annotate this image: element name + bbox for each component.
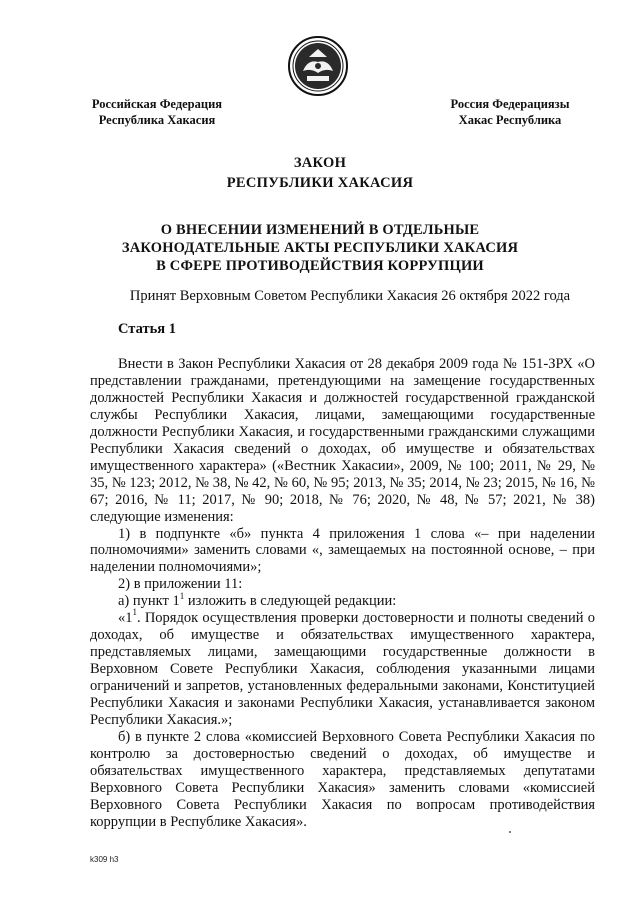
item-2a-text-start: а) пункт 1 [118, 593, 180, 610]
law-subject-line-2: ЗАКОНОДАТЕЛЬНЫЕ АКТЫ РЕСПУБЛИКИ ХАКАСИЯ [121, 240, 519, 256]
article-item-2b: б) в пункте 2 слова «комиссией Верховного Совета Республики Хакасия по контролю за достоверностью сведений о доходах, об имуществе и обязательствах имущественного характера, представляемых депутатами Верховного Совета Республики Хакасия» заменить словами «комиссией Верховного Совета Республики Хакасия по вопросам противодействия коррупции в Республике Хакасия». [90, 728, 595, 830]
law-subject [100, 221, 540, 275]
item-2a-text-end: изложить в следующей редакции: [184, 593, 397, 610]
article-paragraph-intro: Внести в Закон Республики Хакасия от 28 декабря 2009 года № 151-ЗРХ «О представлении гражданами, претендующими на замещение государственных должностей Республики Хакасия и должностей государственной гражданской службы Республики Хакасия, лицами, замещающими государственные должности Республики Хакасия, и государственными гражданскими служащими Республики Хакасия сведений о доходах, об имуществе и обязательствах имущественного характера» («Вестник Хакасии», 2009, № 100; 2011, № 29, № 35, № 123; 2012, № 38, № 42, № 60, № 95; 2013, № 35; 2014, № 23; 2015, № 16, № 67; 2016, № 11; 2017, № 90; 2018, № 76; 2020, № 48, № 57; 2021, № 38) следующие изменения: [90, 356, 595, 525]
scan-speck [509, 831, 511, 833]
article-heading: Статья 1 [118, 321, 176, 337]
header-right-block [440, 96, 580, 128]
header-left-line-2: Республика Хакасия [98, 113, 216, 127]
law-title-line-1: ЗАКОН [293, 155, 347, 171]
header-left-line-1: Российская Федерация [91, 97, 223, 111]
quote-superscript: 1 [132, 607, 137, 618]
quote-text-end: . Порядок осуществления проверки достоверности и полноты сведений о доходах, об имуществе и обязательствах имущественного характера, представляемых лицами, замещающими государственные должности в Верховном Совете Республики Хакасия, соблюдения указанными лицами ограничений и запретов, установленных федеральными законами, Конституцией Республики Хакасия и законами Республики Хакасия, устанавливается законом Республики Хакасия.»; [90, 610, 595, 729]
article-body [90, 356, 595, 831]
law-subject-line-3: В СФЕРЕ ПРОТИВОДЕЙСТВИЯ КОРРУПЦИИ [156, 258, 484, 274]
law-subject-line-1: О ВНЕСЕНИИ ИЗМЕНЕНИЙ В ОТДЕЛЬНЫЕ [160, 222, 480, 238]
coat-of-arms-emblem [287, 35, 349, 97]
article-item-1: 1) в подпункте «б» пункта 4 приложения 1 слова «– при наделении полномочиями» заменить словами «, замещаемых на постоянной основе, – при наделении полномочиями»; [90, 525, 595, 576]
law-title-line-2: РЕСПУБЛИКИ ХАКАСИЯ [226, 175, 414, 191]
adoption-statement: Принят Верховным Советом Республики Хакасия 26 октября 2022 года [129, 288, 571, 304]
header-left-block [82, 96, 232, 128]
header-right-line-1: Россия Федерациязы [450, 97, 570, 111]
law-title [0, 153, 640, 193]
article-quoted-point [90, 607, 595, 729]
article-item-2: 2) в приложении 11: [118, 576, 243, 593]
header-right-line-2: Хакас Республика [458, 113, 562, 127]
footer-document-code: k309 h3 [90, 855, 119, 864]
quote-text-start: «1 [118, 610, 133, 627]
article-item-2a [90, 590, 595, 610]
item-2a-superscript: 1 [179, 590, 185, 601]
